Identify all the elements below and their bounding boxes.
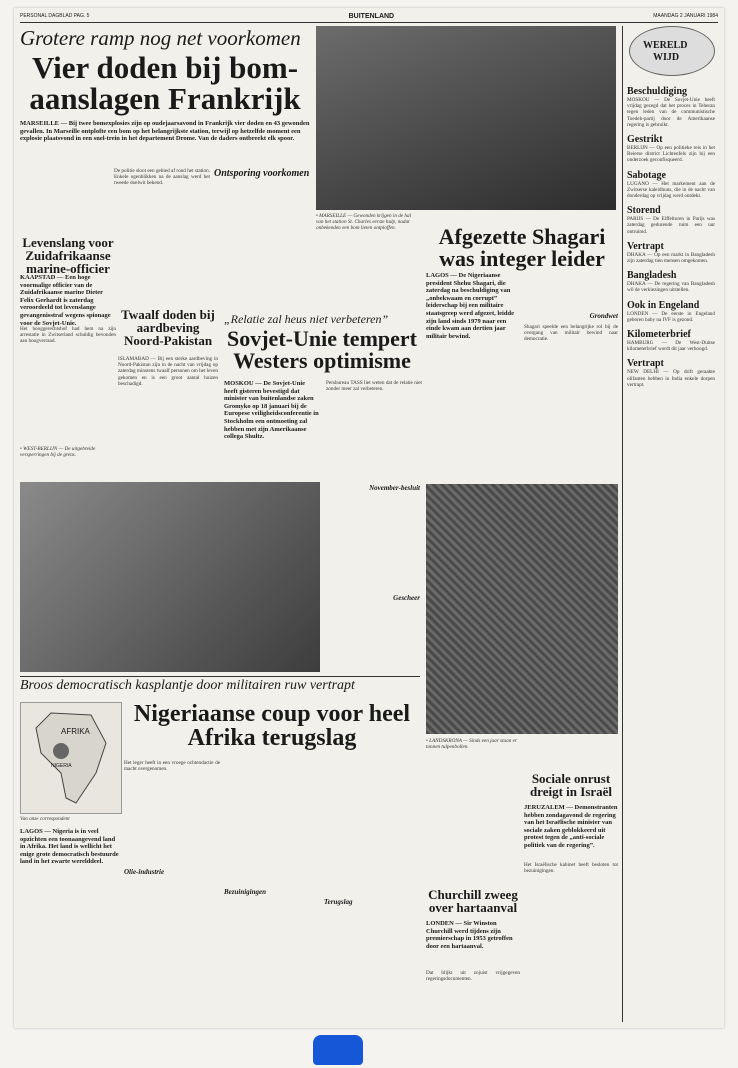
a4-lead: MOSKOU — De Sovjet-Unie heeft gisteren bevestigd dat minister van buitenlandse zaken Gromyko op 18 januari bij de Europese veiligheidsconferentie in Stockholm een ontmoeting zal hebben met zijn Amerikaanse collega Shultz. [224, 380, 319, 441]
divider [20, 676, 420, 677]
sidebar-item-title: Kilometerbrief [627, 329, 691, 341]
a1-photo [316, 26, 616, 210]
a2-lead: KAAPSTAD — Een hoge voormalige officier van de Zuidafrikaanse marine Dieter Felix Gerhardt is zaterdag veroordeeld tot levenslange gevangenisstraf wegens spionage voor de Sovjet-Unie. [20, 274, 111, 327]
a1-body: De politie sloot een gebied af rond het station. Enkele ogenblikken na de aanslag werd het tweede doelwit bekend. [114, 168, 210, 187]
a7-body: Het Israëlische kabinet heeft besloten tot bezuinigingen. [524, 862, 618, 875]
a5-subhead: Grondwet [589, 312, 618, 320]
a8-caption: • LANDSKRONA — Sinds een jaar staan er tonnen tulpenbollen. [426, 738, 517, 751]
a6-body: Het leger heeft in een vroege ochtendactie de macht overgenomen. [124, 760, 220, 773]
map-caption: Van onze correspondent [20, 816, 70, 822]
sidebar-item-text: DHAKA — Op een markt in Bangladesh zijn zaterdag tien mensen omgekomen. [627, 251, 715, 265]
blue-stamp [313, 1035, 363, 1065]
sidebar-item-text: PARIJS — De Eiffeltoren in Parijs was zaterdag gedurende ruim een uur ontruimd. [627, 216, 715, 235]
sidebar-item-text: NEW DELHI — Op drift geraakte olifanten hebben in India enkele dorpen vertrapt. [627, 369, 715, 388]
sidebar-item-title: Bangladesh [627, 270, 677, 282]
a6-subhead-3: Terugslag [324, 898, 353, 906]
newspaper-page [14, 8, 724, 1028]
a8-lead: LONDEN — Sir Winston Churchill werd tijdens zijn premierschap in 1953 getroffen door een hartaanval. [426, 920, 513, 950]
sidebar [622, 26, 719, 1022]
a6-headline: Nigeriaanse coup voor heel Afrika terugslag [133, 701, 411, 751]
a6-kicker: Broos democratisch kasplantje door militairen ruw vertrapt [20, 678, 355, 693]
sidebar-item-title: Beschuldiging [627, 86, 688, 97]
a5-headline: Afgezette Shagari was integer leider [438, 224, 606, 271]
a6-subhead-1: Olie-industrie [124, 868, 165, 876]
a4-subhead-2: Gescheer [393, 594, 420, 602]
a2-body: Het hooggerechtshof had hem na zijn arrestatie in Zwitserland schuldig bevonden aan hoogverraad. [20, 326, 116, 345]
a4-body: Persbureau TASS liet weten dat de relatie niet zonder meer zal verbeteren. [326, 380, 422, 393]
sidebar-item-title: Ook in Engeland [627, 299, 700, 311]
globe-icon [629, 26, 715, 76]
a6-lead: LAGOS — Nigeria is in veel opzichten een toonaangevend land in Afrika. Het land is wellicht het enige grote democratisch bestuurde land in het zwarte werelddeel. [20, 828, 119, 866]
header-section: BUITENLAND [348, 12, 395, 20]
sidebar-item-title: Sabotage [627, 169, 666, 181]
sidebar-item-title: Gestrikt [627, 134, 663, 146]
a6-subhead-2: Bezuinigingen [224, 888, 267, 896]
map-country: NIGERIA [51, 763, 72, 769]
sidebar-items [627, 80, 715, 388]
sidebar-item-text: HAMBURG — De West-Duitse kilometerbrief wordt dit jaar verhoogd. [627, 340, 715, 353]
header-left: PERSONAL DAGBLAD PAG. 5 [20, 13, 90, 19]
sidebar-item-title: Vertrapt [627, 240, 664, 252]
a1-kicker: Grotere ramp nog net voorkomen [20, 26, 301, 50]
a1-lead: MARSEILLE — Bij twee bomexplosies zijn op oudejaarsavond in Frankrijk vier doden en 43 gewonden gevallen. In Marseille ontplofte een bom op het belangrijkste station, terwijl op hetzelfde moment een explosie plaatsvond in een snel-trein in het departement Drome. Van de daders ontbreekt elk spoor. [20, 120, 310, 143]
a4-subhead-1: November-besluit [369, 484, 420, 492]
map-label: AFRIKA [61, 727, 90, 736]
sidebar-logo-top: WERELD [643, 40, 688, 51]
sidebar-item-text: DHAKA — De regering van Bangladesh wil de verkiezingen uitstellen. [627, 281, 715, 294]
sidebar-item-text: LONDEN — De eerste in Engeland geboren baby na IVF is gezond. [627, 310, 715, 323]
a1-headline: Vier doden bij bom-aanslagen Frankrijk [29, 50, 301, 116]
a3-body: ISLAMABAD — Bij een sterke aardbeving in Noord-Pakistan zijn in de nacht van vrijdag op zaterdag minstens twaalf personen om het leven gekomen en is een groot aantal huizen beschadigd. [118, 356, 218, 387]
sidebar-item-text: LUGANO — Het markement aan de Zwitserse kaleidhuns, die in de nacht van donderdag op vrijdag werd ontdekt. [627, 180, 715, 200]
a4-kicker: „Relatie zal heus niet verbeteren” [224, 312, 389, 326]
a2-headline: Levenslang voor Zuidafrikaanse marine-officier [22, 235, 114, 276]
a5-lead: LAGOS — De Nigeriaanse president Shehu Shagari, die zaterdag na beschuldiging van „onbekwaam en corrupt” leiderschap bij een militaire staatsgreep werd afgezet, leidde zijn land sinds 1979 naar een einde kwam aan dertien jaar militair bewind. [426, 272, 514, 340]
sidebar-item-text: BERLIJN — Op een politieke reis in het Beierse district Lichtenfels zijn bij een onderzoek geconfisqueerd. [627, 145, 715, 164]
sidebar-logo-bottom: WIJD [653, 52, 680, 63]
africa-map [20, 702, 122, 814]
a4-headline: Sovjet-Unie tempert Westers optimisme [227, 326, 417, 373]
page-header [20, 10, 718, 23]
a3-headline: Twaalf doden bij aardbeving Noord-Pakistan [121, 307, 215, 348]
sidebar-item-text: MOSKOU — De Sovjet-Unie heeft vrijdag gezegd dat het proces in Teheran tegen leden van de communistische Toedeh-partij door de Amerikaanse regering is gebruikt. [627, 97, 715, 128]
berlin-photo [20, 482, 320, 672]
a7-headline: Sociale onrust dreigt in Israël [529, 771, 613, 799]
a1-caption: • MARSEILLE — Gewonden krijgen in de hal van het station St. Charles eerste hulp, nadat onbekenden een bom lieten ontploffen. [316, 213, 412, 232]
sidebar-item-title: Storend [627, 205, 661, 217]
a8-body: Dat blijkt uit zojuist vrijgegeven regeringsdocumenten. [426, 970, 520, 983]
a2-caption: • WEST-BERLIJN — De uitgebreide versperringen bij de grens. [20, 446, 96, 459]
a7-lead: JERUZALEM — Demonstranten hebben zondagavond de regering van het Israëlische minister van sociale zaken geblokkeerd uit protest tegen de „anti-sociale politiek van de regering”. [524, 804, 618, 849]
a8-headline: Churchill zweeg over hartaanval [428, 887, 518, 915]
a5-body: Shagari speelde een belangrijke rol bij de overgang van militair bewind naar democratie. [524, 324, 618, 343]
sidebar-item-title: Vertrapt [627, 358, 664, 370]
a1-subhead: Ontsporing voorkomen [214, 168, 310, 179]
tulip-photo [426, 484, 618, 734]
header-date: MAANDAG 2 JANUARI 1984 [653, 13, 718, 19]
